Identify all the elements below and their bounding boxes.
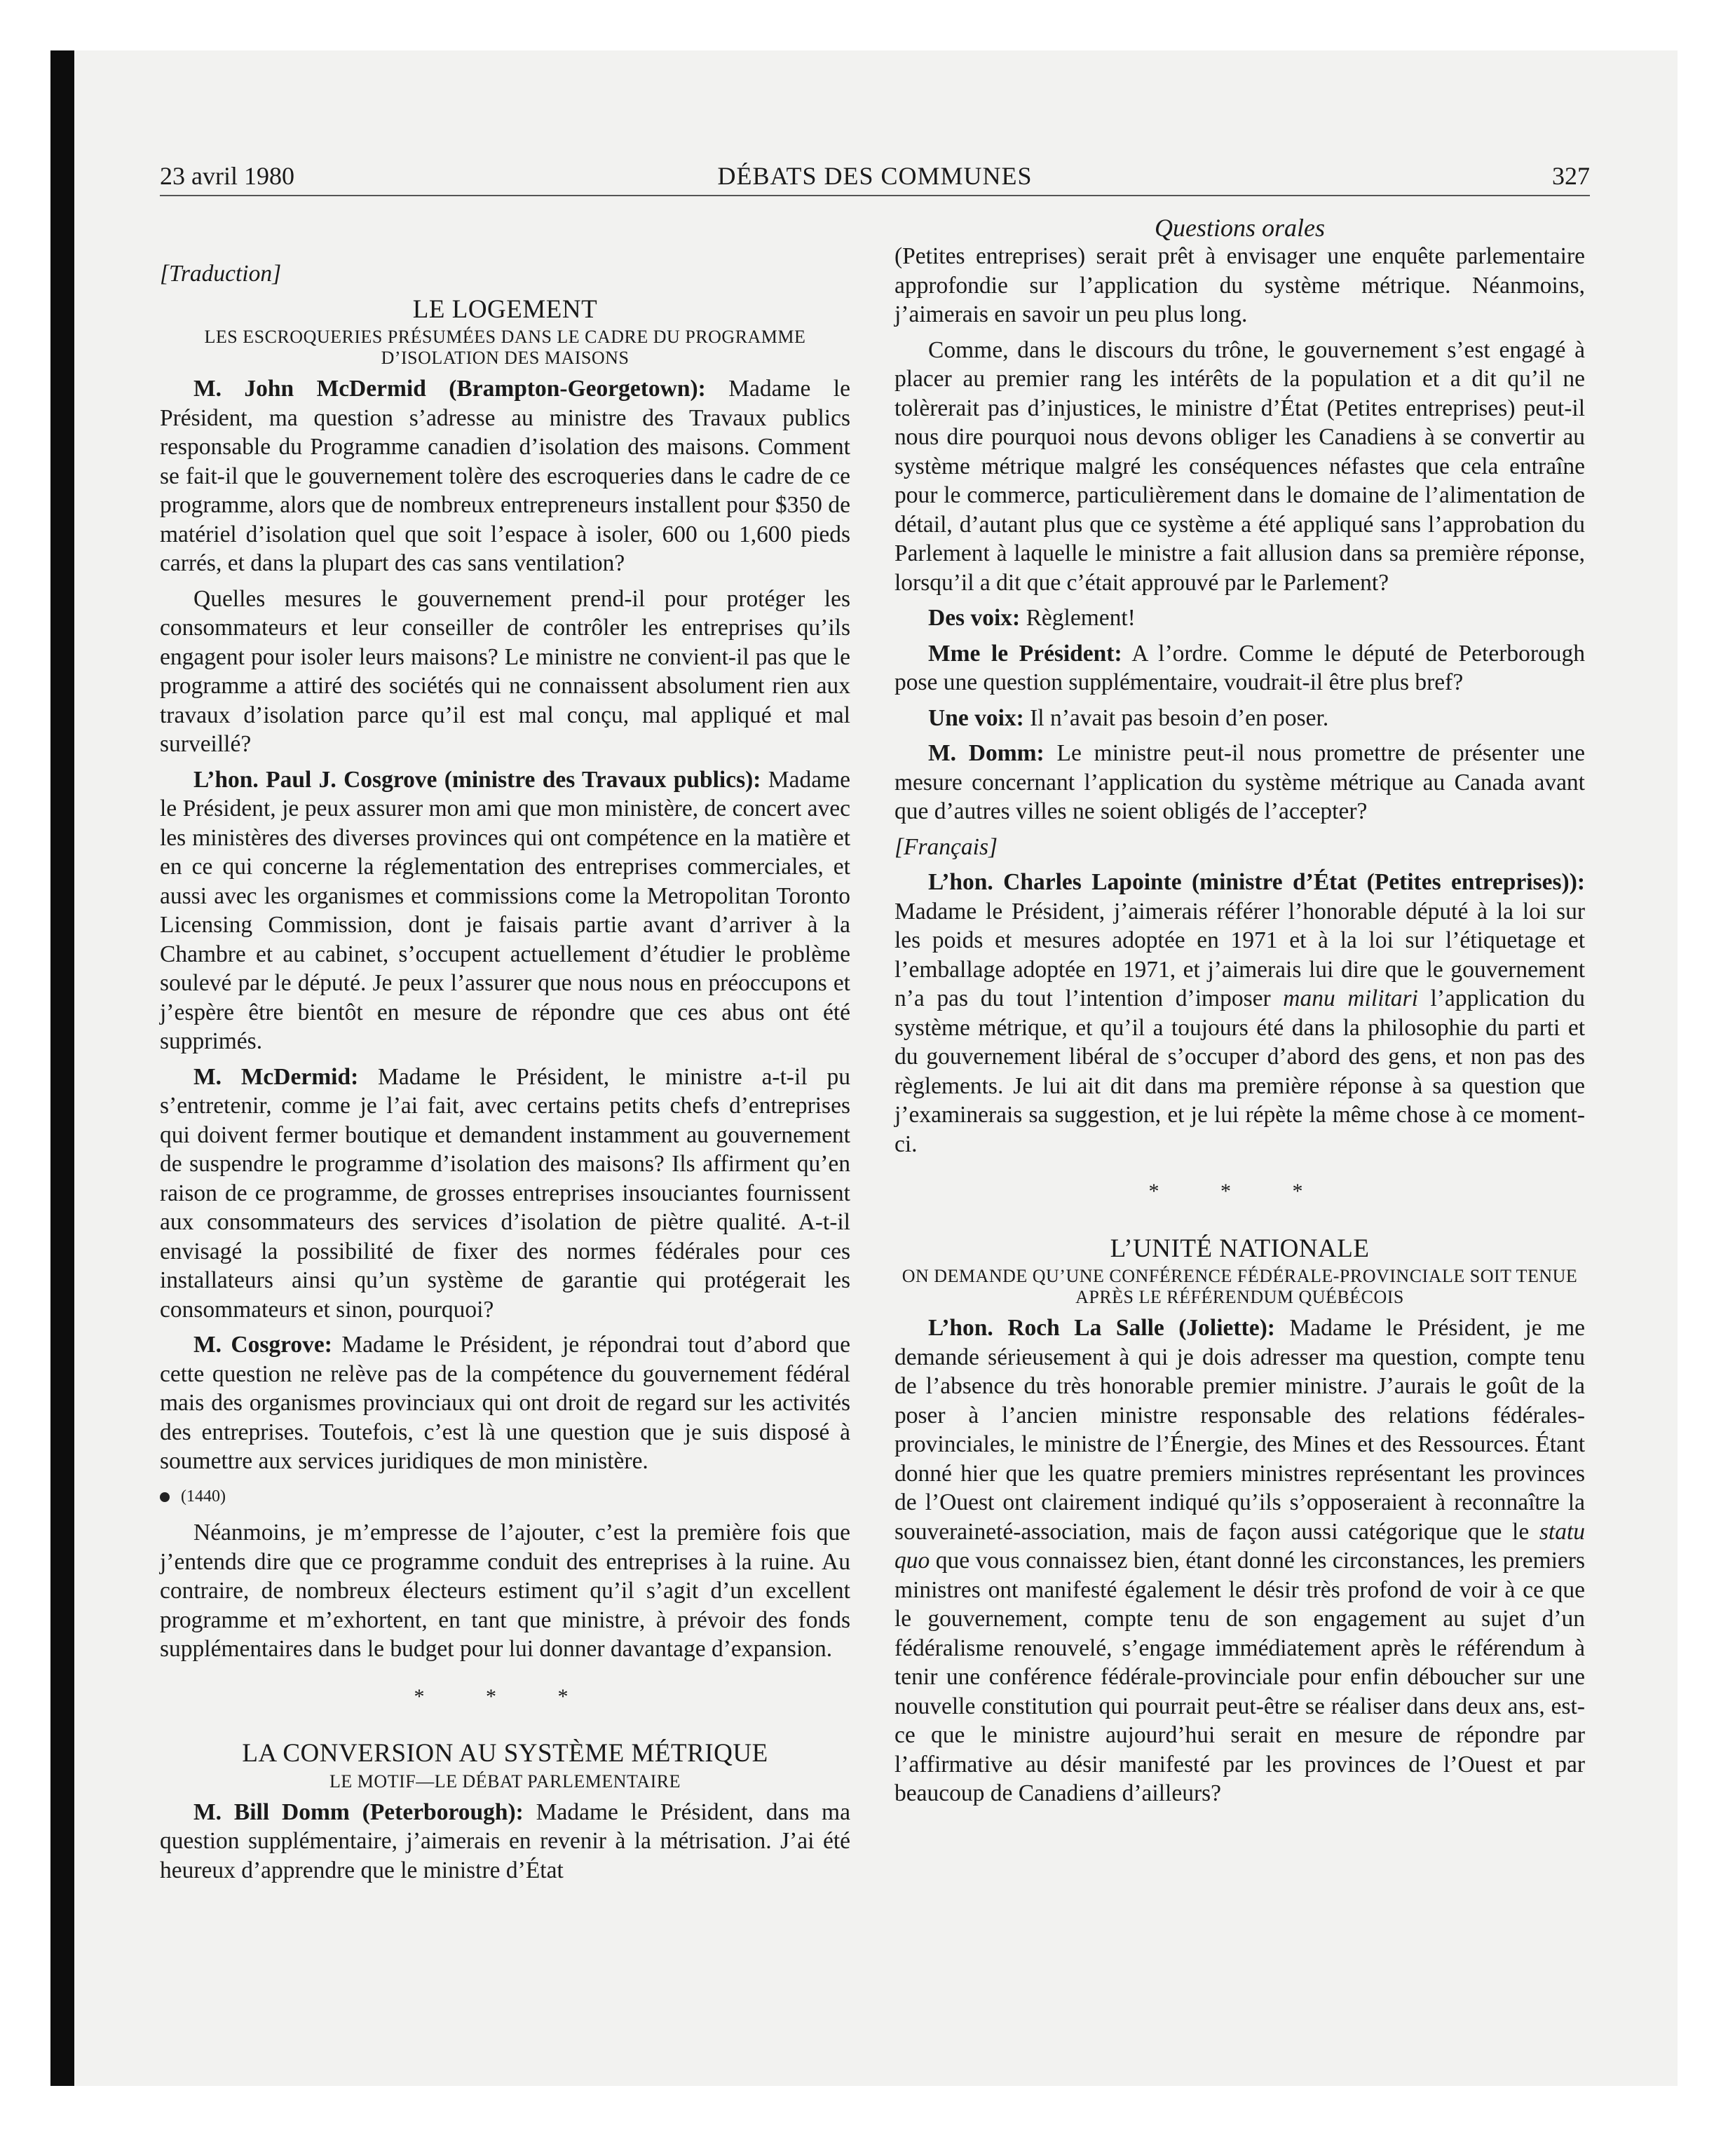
speaker-name: Mme le Président: (928, 640, 1122, 667)
speech-text: Règlement! (1020, 605, 1136, 631)
language-tag: [Français] (894, 833, 998, 860)
left-column (160, 259, 850, 1891)
speech-text: Madame le Président, dans ma question supplémentaire, j’aimerais en revenir à la métrisation. J’ai été heureux d’apprendre que le ministre d’État (160, 1799, 850, 1883)
speech-text: Madame le Président, j’aimerais référer l’honorable député à la loi sur les poids et mesures adoptée en 1971 et à la loi sur l’étiquetage et l’emballage adoptée en 1971, et j’aimerais lui dire que le gouvernement n’a pas du tout l’intention d’imposer (894, 898, 1585, 1011)
header-title: DÉBATS DES COMMUNES (717, 162, 1033, 190)
language-tag: [Traduction] (160, 261, 282, 287)
latin-phrase: manu militari (1283, 985, 1418, 1011)
section-separator: * * * (414, 1684, 597, 1708)
speaker-name: M. John McDermid (Brampton-Georgetown): (193, 376, 706, 402)
speech-text: Madame le Président, je me demande sérieusement à qui je dois adresser ma question, compte tenu de l’absence du très honorable premier ministre. J’aurais le goût de la poser à l’ancien ministre responsable des relations fédérales-provinciales, le ministre de l’Énergie, des Mines et des Ressources. Étant donné hier que les quatre premiers ministres représentant les provinces de l’Ouest ont clairement indiqué qu’ils s’opposeraient à reconnaître la souveraineté-association, mais de façon aussi catégorique que le (894, 1315, 1585, 1545)
speaker-name: Des voix: (928, 605, 1021, 631)
speaker-name: M. Cosgrove: (193, 1332, 332, 1358)
page-header (160, 160, 1590, 196)
speaker-name: L’hon. Paul J. Cosgrove (ministre des Travaux publics): (193, 766, 761, 793)
section-separator: * * * (1148, 1180, 1331, 1203)
paragraph (894, 639, 1585, 697)
paragraph: Quelles mesures le gouvernement prend-il pour protéger les consommateurs et leur conseiller de contrôler les entreprises qu’ils engagent pour isoler leurs maisons? Le ministre ne convient-il pas que le programme a attiré des sociétés qui ne connaissent absolument rien aux travaux d’isolation parce qu’il est mal conçu, mal appliqué et mal surveillé? (160, 585, 850, 757)
time-stamp: (1440) (181, 1487, 226, 1506)
speaker-name: M. McDermid: (193, 1063, 359, 1090)
section-subheading: LES ESCROQUERIES PRÉSUMÉES DANS LE CADRE DU PROGRAMME D’ISOLATION DES MAISONS (204, 327, 806, 368)
paragraph (160, 1798, 850, 1885)
speech-text: Il n’avait pas besoin d’en poser. (1023, 704, 1329, 731)
right-column (894, 242, 1585, 1815)
latin-phrase: statu quo (894, 1518, 1585, 1574)
speaker-name: M. Bill Domm (Peterborough): (193, 1799, 524, 1825)
paragraph (160, 374, 850, 578)
speech-text: Madame le Président, le ministre a-t-il pu s’entretenir, comme je l’ai fait, avec certains petits chefs d’entreprises qui doivent fermer boutique et demandent instamment au gouvernement de suspendre le programme d’isolation des maisons? Ils affirment qu’en raison de ce programme, de grosses entreprises insouciantes fournissent aux consommateurs des services d’isolation de piètre qualité. A-t-il envisagé la possibilité de fixer des normes fédérales pour ces installateurs ainsi qu’un système de garantie qui protégerait les consommateurs et sinon, pourquoi? (160, 1063, 850, 1323)
paragraph (894, 603, 1585, 633)
speech-text: l’application du système métrique, et qu’il a toujours été dans la philosophie du parti et du gouvernement libéral de s’occuper d’abord des gens, et non pas des règlements. Je lui ait dit dans ma première réponse à sa question que j’examinerais sa suggestion, et je lui répète la même chose à ce moment-ci. (894, 985, 1585, 1157)
speech-text: Madame le Président, je répondrai tout d’abord que cette question ne relève pas de la compétence du gouvernement fédéral mais des organismes provinciaux qui ont droit de regard sur les activités des entreprises. Toutefois, c’est là une question que je suis disposé à soumettre aux services juridiques de mon ministère. (160, 1332, 850, 1474)
speech-text: A l’ordre. Comme le député de Peterborough pose une question supplémentaire, voudrait-il être plus bref? (894, 640, 1586, 695)
paragraph (894, 1314, 1585, 1808)
page-number: 327 (1552, 162, 1590, 190)
paragraph: (Petites entreprises) serait prêt à envisager une enquête parlementaire approfondie sur l’application du système métrique. Néanmoins, j’aimerais en savoir un peu plus long. (894, 243, 1585, 327)
speaker-name: L’hon. Charles Lapointe (ministre d’État (Petites entreprises)): (928, 869, 1585, 895)
speaker-name: L’hon. Roch La Salle (Joliette): (928, 1315, 1275, 1341)
speaker-name: Une voix: (928, 704, 1024, 731)
paragraph (894, 704, 1585, 733)
speech-text: que vous connaissez bien, étant donné les circonstances, les premiers ministres ont manifesté également le désir très profond de voir à ce que le gouvernement, compte tenu de son engagement au sujet d’un fédéralisme renouvelé, s’engage immédiatement après le référendum à tenir une conférence fédérale-provinciale pour enfin déboucher sur une nouvelle constitution qui pourrait peut-être se réaliser dans deux ans, est-ce que le ministre aujourd’hui serait en mesure de répondre par l’affirmative au désir manifesté par les provinces de l’Ouest et par beaucoup de Canadiens d’ailleurs? (894, 1548, 1585, 1806)
speech-text: Le ministre peut-il nous promettre de présenter une mesure concernant l’application du système métrique au Canada avant que d’autres villes ne soient obligés de l’accepter? (894, 740, 1585, 824)
paragraph (160, 1063, 850, 1325)
bullet-icon (160, 1492, 170, 1502)
speech-text: Madame le Président, ma question s’adresse au ministre des Travaux publics responsable du Programme canadien d’isolation des maisons. Comment se fait-il que le gouvernement tolère des escroqueries dans le cadre de ce programme, alors que de nombreux entrepreneurs installent pour $350 de matériel d’isolation quel que soit l’espace à isoler, 600 ou 1,600 pieds carrés, et dans la plupart des cas sans ventilation? (160, 376, 850, 576)
header-date: 23 avril 1980 (160, 162, 294, 190)
section-subheading: ON DEMANDE QU’UNE CONFÉRENCE FÉDÉRALE-PROVINCIALE SOIT TENUE APRÈS LE RÉFÉRENDUM QUÉBÉCOIS (901, 1266, 1578, 1307)
paragraph: Comme, dans le discours du trône, le gouvernement s’est engagé à placer au premier rang les intérêts de la population et a dit qu’il ne tolèrerait pas d’injustices, le ministre d’État (Petites entreprises) peut-il nous dire pourquoi nous devons obliger les Canadiens à se convertir au système métrique malgré les conséquences néfastes que cela entraîne pour le commerce, particulièrement dans le domaine de l’alimentation de détail, d’autant plus que ce système a été appliqué sans l’approbation du Parlement à laquelle le ministre a fait allusion dans sa première réponse, lorsqu’il a dit que c’était approuvé par le Parlement? (894, 336, 1585, 596)
scan-border (50, 50, 74, 2086)
paragraph (894, 868, 1585, 1159)
section-heading: LE LOGEMENT (412, 294, 598, 324)
paragraph (160, 1330, 850, 1476)
speech-text: Madame le Président, je peux assurer mon ami que mon ministère, de concert avec les ministères des diverses provinces qui ont compétence en la matière et en ce qui concerne la réglementation des entreprises commerciales, et aussi avec les organismes et commissions come la Metropolitan Toronto Licensing Commission, dont je faisais partie avant d’arriver à la Chambre et au cabinet, s’occupent actuellement d’étudier le problème soulevé par le député. Je peux l’assurer que nous nous en préoccupons et j’espère être bientôt en mesure de répondre que ces abus ont été supprimés. (160, 766, 850, 1054)
paragraph (894, 739, 1585, 826)
paragraph: Néanmoins, je m’empresse de l’ajouter, c’est la première fois que j’entends dire que ce programme conduit des entreprises à la ruine. Au contraire, de nombreux électeurs estiment qu’il s’agit d’un excellent programme et m’exhortent, en tant que ministre, à prévoir des fonds supplémentaires dans le budget pour lui donner davantage d’expansion. (160, 1520, 850, 1662)
running-head: Questions orales (1155, 214, 1325, 242)
section-heading: LA CONVERSION AU SYSTÈME MÉTRIQUE (242, 1739, 768, 1768)
speaker-name: M. Domm: (928, 740, 1045, 766)
time-marker (160, 1482, 850, 1512)
paragraph (160, 765, 850, 1056)
section-heading: L’UNITÉ NATIONALE (1110, 1234, 1370, 1263)
section-subheading: LE MOTIF—LE DÉBAT PARLEMENTAIRE (329, 1770, 681, 1792)
